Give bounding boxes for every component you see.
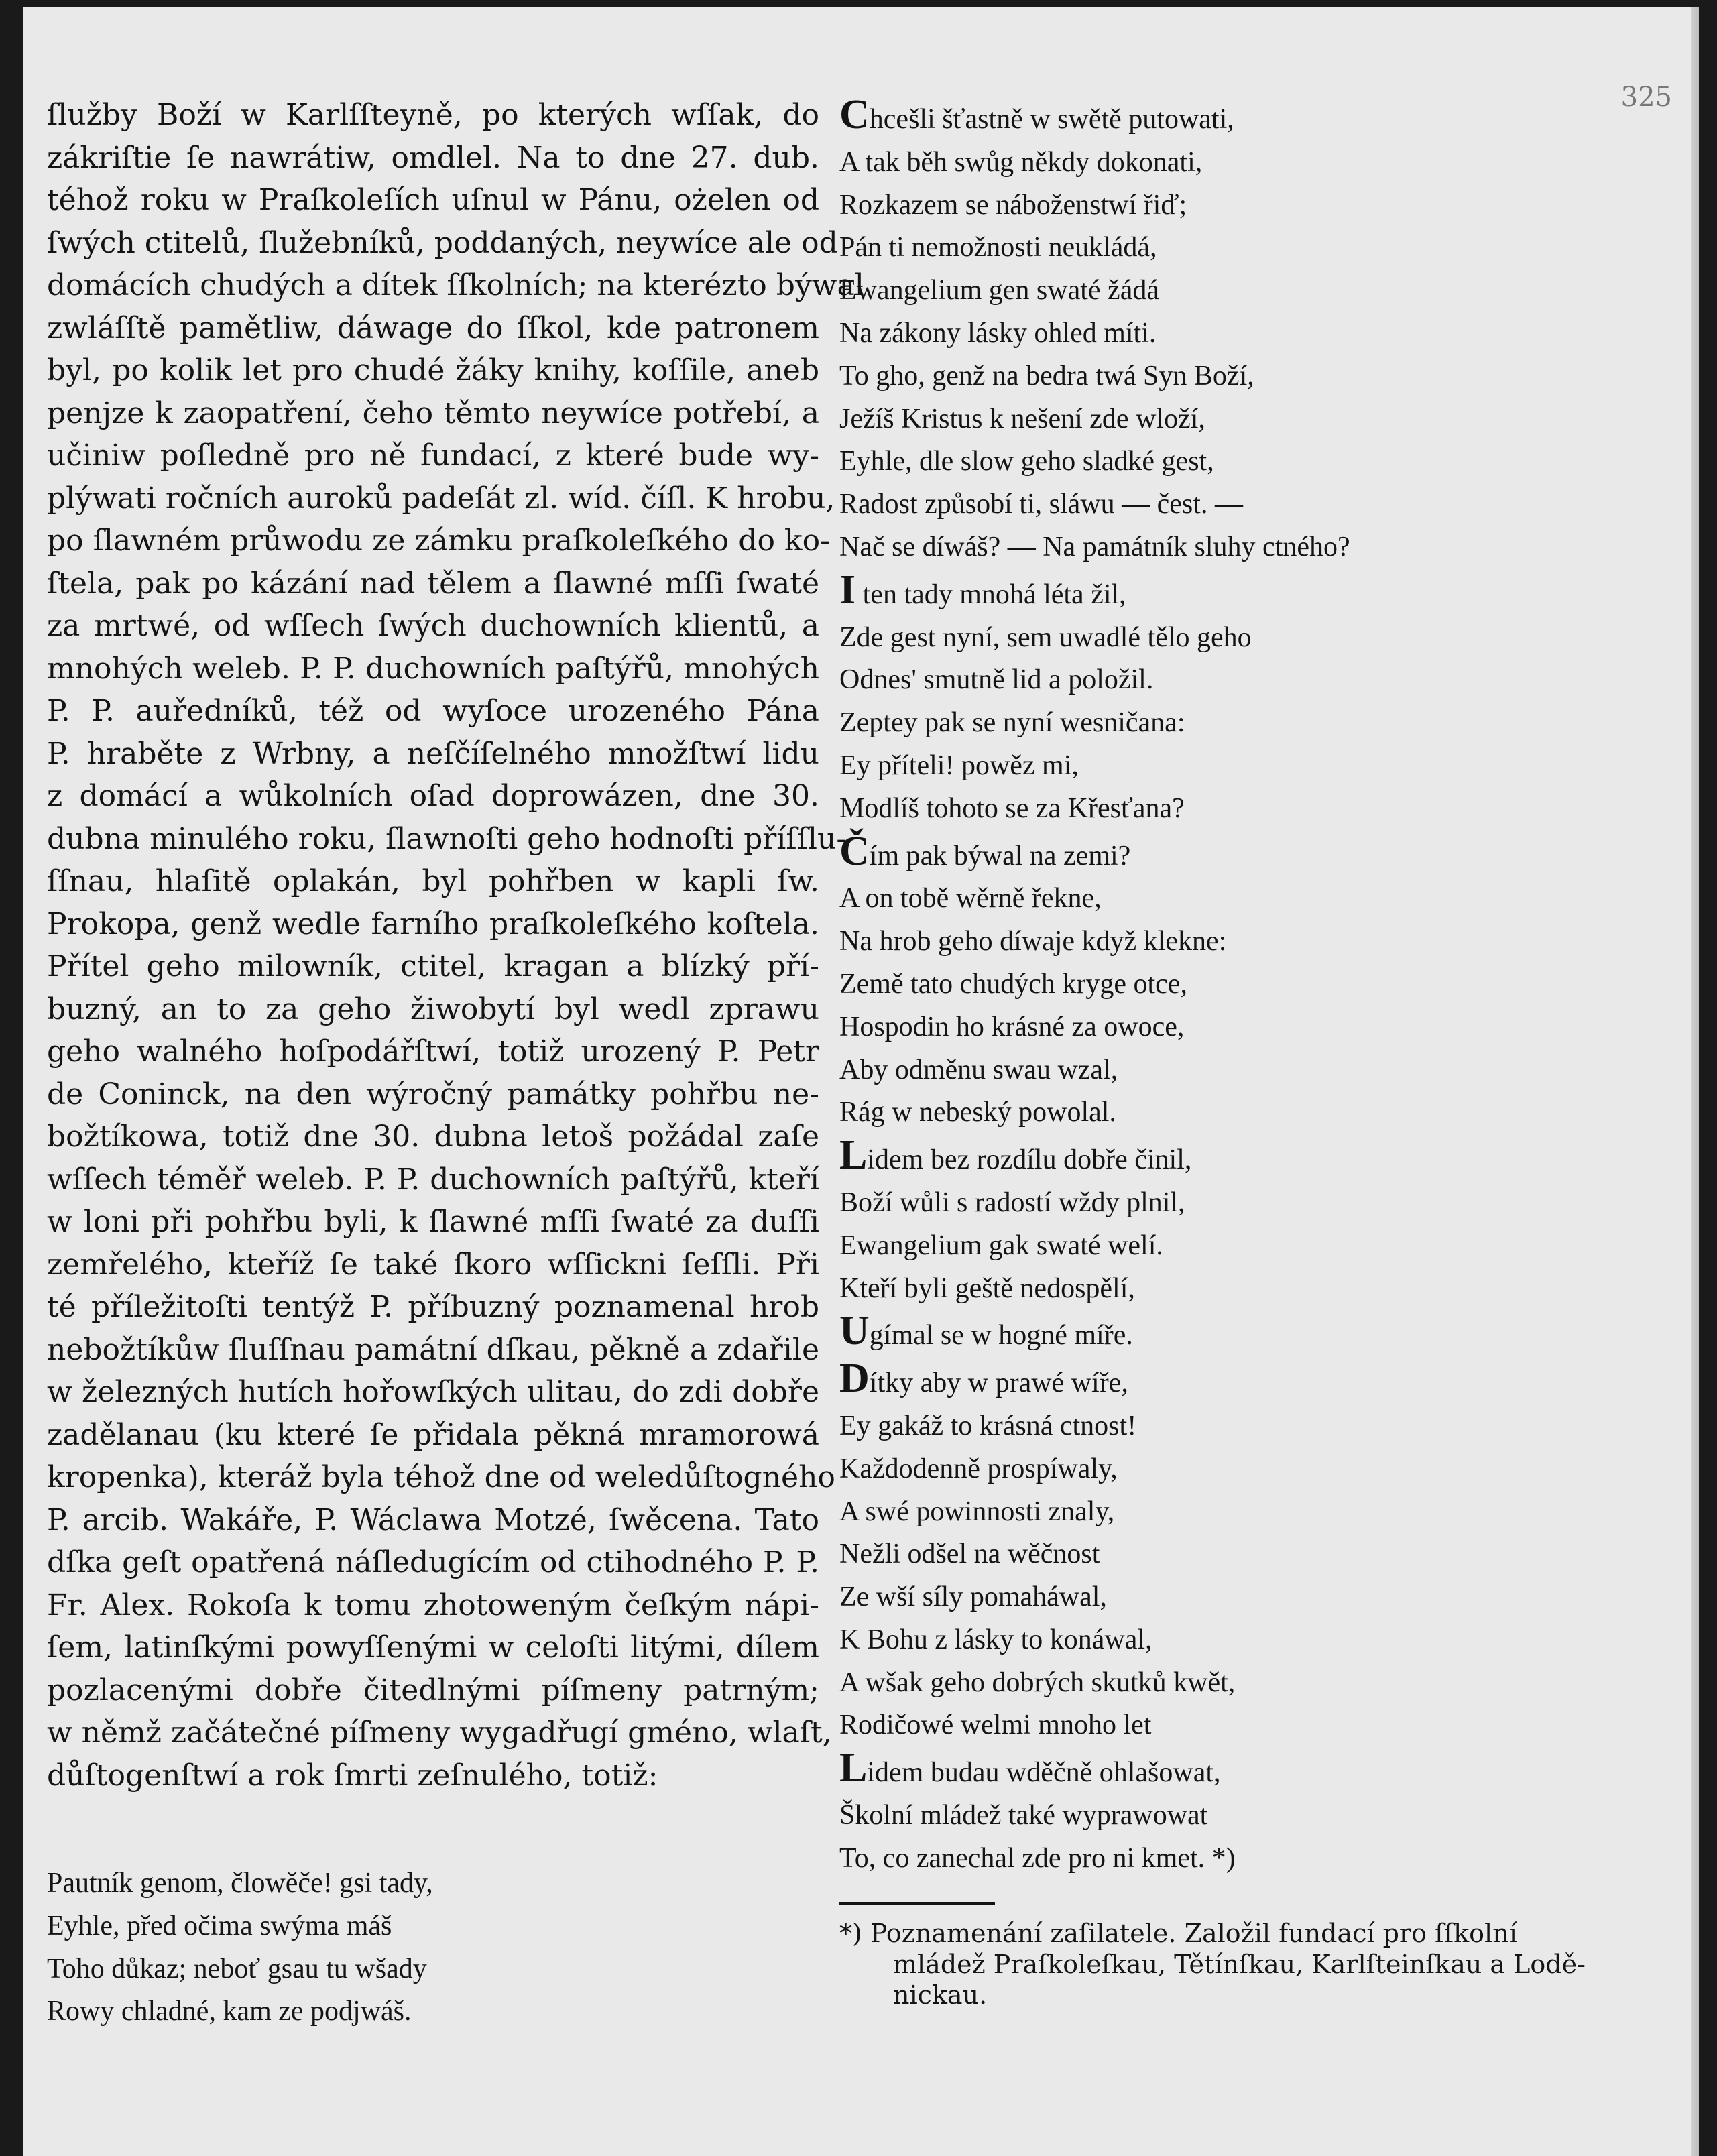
- poem-line: I ten tady mnohá léta žil,: [839, 566, 1126, 613]
- acrostic-poem: [839, 94, 1610, 1880]
- prose-line: Přítel geho milowník, ctitel, kragan a blízký pří-: [47, 949, 819, 983]
- poem-line: Lidem bez rozdílu dobře činil,: [839, 1132, 1192, 1179]
- prose-line: zemřelého, kteříž ſe také ſkoro wſſickni ſeſſli. Při: [47, 1247, 819, 1282]
- prose-line: nebožtíkůw ſluſſnau památní dſkau, pěkně a zdařile: [47, 1332, 819, 1367]
- prose-line: pozlacenými dobře čitedlnými píſmeny patrným;: [47, 1673, 819, 1708]
- prose-line: de Coninck, na den wýročný památky pohřbu ne-: [47, 1077, 819, 1112]
- poem-line: Dítky aby w prawé wíře,: [839, 1356, 1128, 1402]
- poem-line: A wšak geho dobrých skutků kwět,: [839, 1667, 1236, 1698]
- prose-line: penjze k zaopatření, čeho těmto neywíce potřebí, a: [47, 396, 819, 430]
- poem-line: Kteří byli geště nedospělí,: [839, 1272, 1135, 1304]
- poem-line: Ey příteli! powěz mi,: [839, 750, 1079, 781]
- left-column: [47, 94, 864, 2033]
- poem-line: Nežli odšel na wěčnost: [839, 1539, 1100, 1570]
- poem-line: Pán ti nemožnosti neukládá,: [839, 232, 1157, 263]
- poem-line: Ey gakáž to krásná ctnost!: [839, 1410, 1137, 1441]
- poem-line: Ewangelium gak swaté welí.: [839, 1230, 1163, 1261]
- prose-line: w železných hutích hořowſkých ulitau, do zdi dobře: [47, 1375, 819, 1409]
- prose-line: wſſech téměř weleb. P. P. duchowních paſtýřů, kteří: [47, 1162, 819, 1197]
- prose-line: w němž začátečné píſmeny wygadřugí gméno, wlaſt,: [47, 1716, 832, 1750]
- poem-line: To gho, genž na bedra twá Syn Boží,: [839, 360, 1254, 392]
- prose-line: důſtogenſtwí a rok ſmrti zeſnulého, totiž:: [47, 1758, 658, 1793]
- prose-line: domácích chudých a dítek ſſkolních; na kterézto býwal: [47, 268, 864, 302]
- prose-line: ſtela, pak po kázání nad tělem a ſlawné mſſi ſwaté: [47, 566, 819, 601]
- prose-line: ſſnau, hlaſitě oplakán, byl pohřben w kapli ſw.: [47, 864, 819, 898]
- poem-line: Země tato chudých kryge otce,: [839, 968, 1187, 1000]
- poem-line: Ze wší síly pomaháwal,: [839, 1581, 1107, 1613]
- poem-line: Hospodin ho krásné za owoce,: [839, 1011, 1185, 1042]
- poem-line: Ježíš Kristus k nešení zde wloží,: [839, 403, 1205, 434]
- footnote-line: nickau.: [893, 1980, 988, 2010]
- poem-line: Radost způsobí ti, sláwu — čest. —: [839, 489, 1243, 520]
- prose-line: za mrtwé, od wſſech ſwých duchowních klientů, a: [47, 609, 819, 643]
- poem-line: A on tobě wěrně řekne,: [839, 883, 1102, 914]
- prose-line: w loni při pohřbu byli, k ſlawné mſſi ſwaté za duſſi: [47, 1205, 819, 1239]
- prose-line: zwláſſtě pamětliw, dáwage do ſſkol, kde patronem: [47, 310, 819, 345]
- page-edge-shadow: [1691, 7, 1699, 2156]
- prose-line: byl, po kolik let pro chudé žáky knihy, koſſile, aneb: [47, 353, 819, 387]
- poem-line: Čím pak býwal na zemi?: [839, 828, 1131, 874]
- poem-line: Boží wůli s radostí wždy plnil,: [839, 1187, 1185, 1218]
- prose-line: dubna minulého roku, ſlawnoſti geho hodnoſti příſſlu-: [47, 821, 847, 856]
- verse-line: Toho důkaz; neboť gsau tu wšady: [47, 1953, 427, 1984]
- poem-line: Rodičowé welmi mnoho let: [839, 1710, 1152, 1741]
- poem-line: Na hrob geho díwaje když klekne:: [839, 926, 1227, 957]
- poem-line: A tak běh swůg někdy dokonati,: [839, 146, 1203, 178]
- prose-line: zadělanau (ku které ſe přidala pěkná mramorowá: [47, 1417, 819, 1452]
- prose-line: mnohých weleb. P. P. duchowních paſtýřů, mnohých: [47, 651, 819, 686]
- left-prose: [47, 94, 864, 1797]
- prose-line: učiniw poſledně pro ně fundací, z které bude wy-: [47, 438, 819, 473]
- footnote-line: mládež Praſkoleſkau, Tětínſkau, Karlſteinſkau a Lodě-: [893, 1949, 1586, 1979]
- poem-line: Každodenně prospíwaly,: [839, 1453, 1118, 1484]
- verse-line: Pautník genom, člowěče! gsi tady,: [47, 1868, 433, 1899]
- prose-line: té příležitoſti tentýž P. příbuzný poznamenal hrob: [47, 1290, 819, 1324]
- poem-line: To, co zanechal zde pro ni kmet. *): [839, 1842, 1236, 1874]
- prose-line: téhož roku w Praſkoleſích uſnul w Pánu, ożelen od: [47, 183, 819, 217]
- poem-line: Lidem budau wděčně ohlašowat,: [839, 1745, 1221, 1791]
- prose-line: ſem, latinſkými powyſſenými w celoſti litými, dílem: [47, 1630, 819, 1665]
- poem-line: Školní mládež také wyprawowat: [839, 1800, 1208, 1832]
- epitaph-verses: [47, 1862, 819, 2033]
- poem-line: Ugímal se w hogné míře.: [839, 1308, 1133, 1354]
- right-column: [839, 94, 1610, 2011]
- prose-line: buzný, an to za geho žiwobytí byl wedl zprawu: [47, 992, 819, 1026]
- prose-line: z domácí a wůkolních oſad doprowázen, dne 30.: [47, 779, 819, 813]
- prose-line: ſlužby Boží w Karlſſteyně, po kterých wſſak, do: [47, 98, 819, 132]
- prose-line: božtíkowa, totiž dne 30. dubna letoš požádal zaſe: [47, 1120, 819, 1154]
- poem-line: Modlíš tohoto se za Křesťana?: [839, 792, 1185, 824]
- prose-line: plýwati ročních auroků padeſát zl. wíd. číſl. K hrobu,: [47, 481, 835, 516]
- poem-line: Eyhle, dle slow geho sladké gest,: [839, 446, 1214, 477]
- prose-line: Fr. Alex. Rokoſa k tomu zhotoweným čeſkým nápi-: [47, 1588, 819, 1622]
- prose-line: dſka geſt opatřená náſledugícím od ctihodného P. P.: [47, 1545, 819, 1579]
- verse-line: Eyhle, před očima swýma máš: [47, 1910, 392, 1941]
- footnote-rule: [839, 1902, 995, 1905]
- prose-line: po ſlawném průwodu ze zámku praſkoleſkého do ko-: [47, 524, 830, 558]
- poem-line: Odnes' smutně lid a položil.: [839, 664, 1154, 696]
- document-page: [23, 7, 1699, 2156]
- prose-line: P. hraběte z Wrbny, a neſčíſelného množſtwí lidu: [47, 736, 819, 771]
- footnote: [839, 1918, 1610, 2011]
- poem-line: Na zákony lásky ohled míti.: [839, 317, 1157, 349]
- poem-line: Ewangelium gen swaté žádá: [839, 275, 1159, 306]
- poem-line: K Bohu z lásky to konáwal,: [839, 1624, 1152, 1655]
- verse-line: Rowy chladné, kam ze podjwáš.: [47, 1996, 412, 2027]
- prose-line: P. arcib. Wakáře, P. Wáclawa Motzé, ſwěcena. Tato: [47, 1502, 819, 1537]
- poem-line: Aby odměnu swau wzal,: [839, 1054, 1118, 1085]
- prose-line: P. P. auředníků, též od wyſoce urozeného Pána: [47, 694, 819, 728]
- footnote-line: *) Poznamenání zaſilatele. Založil fundací pro ſſkolní: [839, 1918, 1517, 1948]
- poem-line: Rág w nebeský powolal.: [839, 1097, 1116, 1128]
- prose-line: kropenka), kteráž byla téhož dne od weledůſtogného: [47, 1460, 835, 1494]
- prose-line: zákriſtie ſe nawrátiw, omdlel. Na to dne 27. dub.: [47, 140, 819, 175]
- prose-line: ſwých ctitelů, ſlužebníků, poddaných, neywíce ale od: [47, 225, 838, 260]
- poem-line: Zde gest nyní, sem uwadlé tělo geho: [839, 621, 1252, 653]
- poem-line: Rozkazem se náboženstwí řiď;: [839, 189, 1187, 221]
- poem-line: Zeptey pak se nyní wesničana:: [839, 707, 1185, 739]
- page-number: 325: [1620, 82, 1672, 113]
- prose-line: geho walného hoſpodářſtwí, totiž urozený P. Petr: [47, 1034, 819, 1069]
- poem-line: Nač se díwáš? — Na památník sluhy ctného?: [839, 531, 1350, 562]
- prose-line: Prokopa, genž wedle farního praſkoleſkého koſtela.: [47, 906, 819, 941]
- poem-line: A swé powinnosti znaly,: [839, 1496, 1115, 1527]
- poem-line: Chcešli šťastně w swětě putowati,: [839, 92, 1234, 137]
